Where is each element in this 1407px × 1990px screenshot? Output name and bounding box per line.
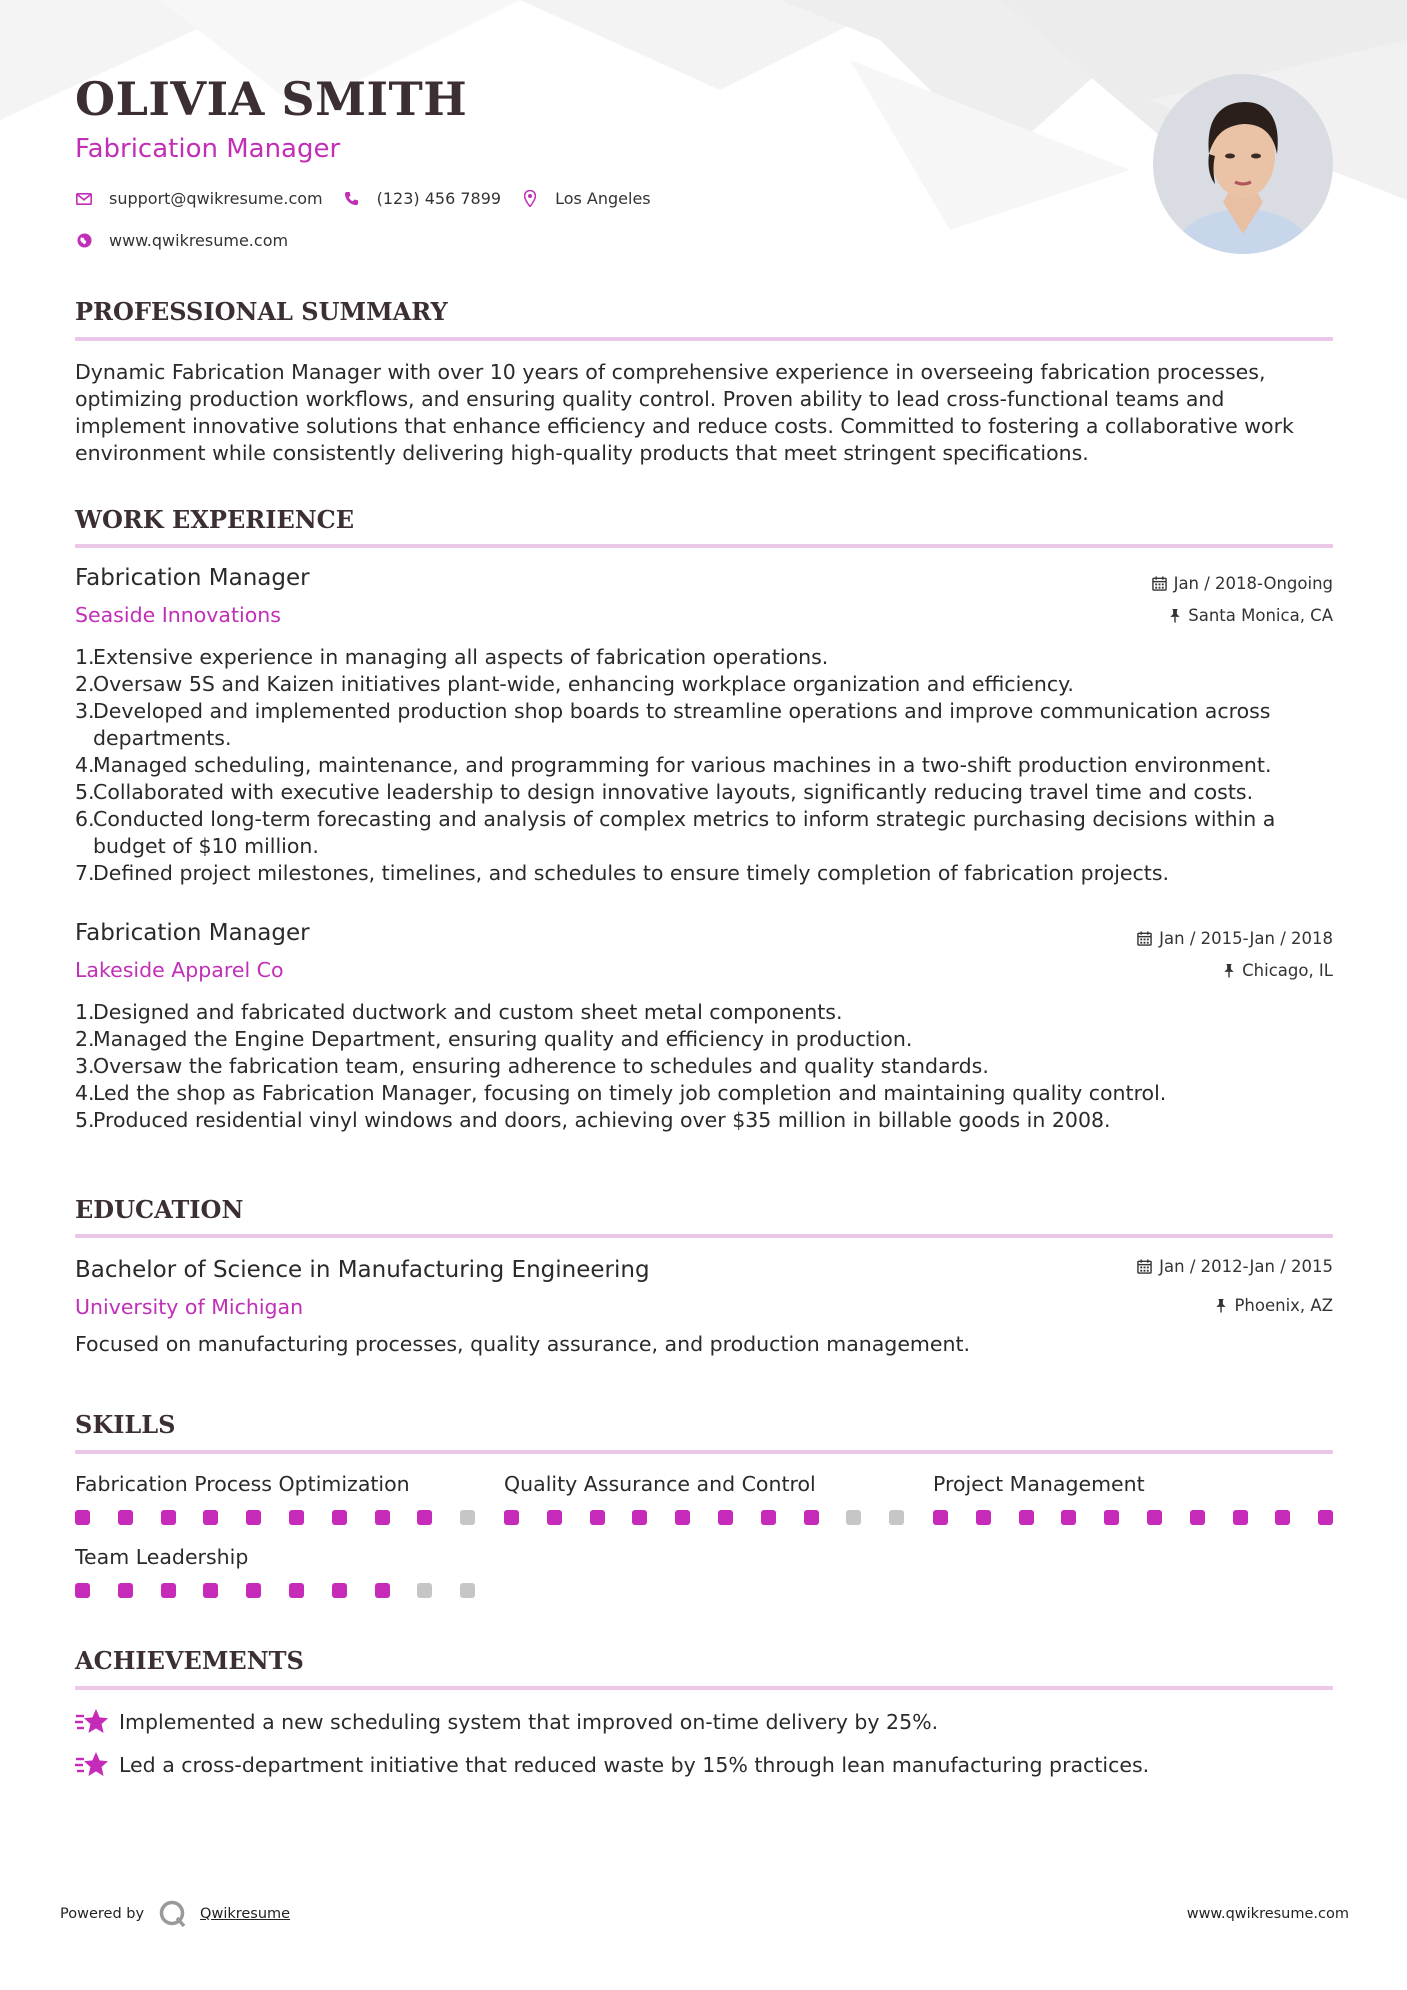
pushpin-icon [1169,608,1181,623]
rating-dot-filled [1104,1510,1119,1525]
rating-dot-filled [804,1510,819,1525]
achievements-heading: ACHIEVEMENTS [75,1646,304,1675]
job-role: Fabrication Manager [75,565,310,591]
list-item: 5. Collaborated with executive leadership to design innovative layouts, significantly reducing travel time and costs. [75,780,1254,804]
rating-dot-filled [75,1510,90,1525]
rating-dot-filled [590,1510,605,1525]
school-name: University of Michigan [75,1295,304,1319]
skill-item [933,1472,1145,1496]
rating-dot-filled [933,1510,948,1525]
calendar-icon [1152,576,1167,591]
list-item: 5. Produced residential vinyl windows and doors, achieving over $35 million in billable goods in 2008. [75,1108,1111,1132]
skills-divider [75,1450,1333,1454]
location-pin-icon [521,190,539,208]
list-item: 1. Designed and fabricated ductwork and custom sheet metal components. [75,1000,843,1024]
rating-dot-filled [761,1510,776,1525]
phone-number[interactable]: (123) 456 7899 [376,189,502,208]
achievement-item [75,1707,938,1737]
job-location-text: Chicago, IL [1242,961,1333,980]
rating-dot-filled [75,1583,90,1598]
candidate-title: Fabrication Manager [75,134,341,164]
rating-dot-filled [1233,1510,1248,1525]
skills-heading: SKILLS [75,1410,176,1439]
achievements-divider [75,1686,1333,1690]
qwikresume-logo-icon [158,1900,188,1928]
rating-dot-filled [332,1510,347,1525]
rating-dot-empty [417,1583,432,1598]
rating-dot-filled [161,1583,176,1598]
skill-item [504,1472,816,1496]
skill-rating [933,1510,1361,1525]
job-location [1169,606,1333,625]
skill-rating [504,1510,932,1525]
rating-dot-filled [976,1510,991,1525]
skill-item [75,1472,410,1496]
education-location-text: Phoenix, AZ [1234,1296,1333,1315]
rating-dot-filled [375,1583,390,1598]
list-item: 2. Oversaw 5S and Kaizen initiatives plant-wide, enhancing workplace organization and efficiency. [75,672,1074,696]
email-link[interactable]: support@qwikresume.com [109,189,323,208]
star-badge-icon [75,1707,109,1737]
list-item: 7. Defined project milestones, timelines, and schedules to ensure timely completion of fabrication projects. [75,861,1170,885]
degree-title: Bachelor of Science in Manufacturing Engineering [75,1257,650,1283]
phone-icon [343,190,361,208]
qwikresume-link[interactable]: Qwikresume [200,1906,291,1922]
skill-label: Fabrication Process Optimization [75,1472,410,1496]
rating-dot-empty [846,1510,861,1525]
calendar-icon [1137,931,1152,946]
rating-dot-filled [161,1510,176,1525]
list-item: 3. Developed and implemented production shop boards to streamline operations and improve communication across departments. [75,699,1271,750]
job-company: Lakeside Apparel Co [75,958,284,982]
website-link[interactable]: www.qwikresume.com [109,231,289,250]
job-dates [1152,574,1333,593]
candidate-name: OLIVIA SMITH [75,72,468,126]
contact-row [75,189,671,208]
achievement-text: Led a cross-department initiative that reduced waste by 15% through lean manufacturing practices. [119,1753,1150,1777]
rating-dot-filled [289,1510,304,1525]
star-badge-icon [75,1750,109,1780]
rating-dot-filled [417,1510,432,1525]
footer-powered-by [60,1900,290,1928]
list-item: 1. Extensive experience in managing all aspects of fabrication operations. [75,645,829,669]
summary-heading: PROFESSIONAL SUMMARY [75,297,448,326]
list-item: 4. Managed scheduling, maintenance, and programming for various machines in a two-shift production environment. [75,753,1272,777]
rating-dot-empty [460,1583,475,1598]
education-dates [1137,1257,1333,1276]
summary-text [75,359,1333,467]
education-description: Focused on manufacturing processes, quality assurance, and production management. [75,1332,971,1356]
rating-dot-filled [1275,1510,1290,1525]
skill-item [75,1545,248,1569]
rating-dot-filled [1318,1510,1333,1525]
job-location-text: Santa Monica, CA [1188,606,1333,625]
job-company: Seaside Innovations [75,603,281,627]
education-dates-text: Jan / 2012-Jan / 2015 [1159,1257,1333,1276]
skill-rating [75,1583,503,1598]
summary-line: implement innovative solutions that enhance efficiency and reduce costs. Committed to fostering a collaborative work [75,414,1294,438]
job-bullets [75,999,1333,1134]
skill-label: Quality Assurance and Control [504,1472,816,1496]
rating-dot-filled [246,1510,261,1525]
summary-line: optimizing production workflows, and ensuring quality control. Proven ability to lead cross-functional teams and [75,387,1225,411]
skill-rating [75,1510,503,1525]
job-dates-text: Jan / 2015-Jan / 2018 [1159,929,1333,948]
profile-photo [1153,74,1333,254]
rating-dot-filled [203,1510,218,1525]
rating-dot-filled [504,1510,519,1525]
rating-dot-filled [1019,1510,1034,1525]
list-item: 3. Oversaw the fabrication team, ensuring adherence to schedules and quality standards. [75,1054,989,1078]
summary-line: Dynamic Fabrication Manager with over 10 years of comprehensive experience in overseeing fabrication processes, [75,360,1266,384]
website-row [75,231,308,250]
summary-divider [75,337,1333,341]
rating-dot-filled [289,1583,304,1598]
job-location [1223,961,1333,980]
mail-icon [75,190,93,208]
achievement-item [75,1750,1149,1780]
pushpin-icon [1215,1298,1227,1313]
education-location [1215,1296,1333,1315]
list-item: 6. Conducted long-term forecasting and analysis of complex metrics to inform strategic purchasing decisions within a budget of $10 million. [75,807,1276,858]
rating-dot-filled [675,1510,690,1525]
location-text: Los Angeles [555,189,651,208]
experience-heading: WORK EXPERIENCE [75,505,355,534]
calendar-icon [1137,1259,1152,1274]
summary-line: environment while consistently delivering high-quality products that meet stringent specifications. [75,441,1089,465]
rating-dot-filled [1190,1510,1205,1525]
list-item: 2. Managed the Engine Department, ensuring quality and efficiency in production. [75,1027,913,1051]
skill-label: Project Management [933,1472,1145,1496]
rating-dot-filled [375,1510,390,1525]
job-dates-text: Jan / 2018-Ongoing [1173,574,1333,593]
job-dates [1137,929,1333,948]
rating-dot-filled [632,1510,647,1525]
rating-dot-filled [118,1510,133,1525]
rating-dot-filled [1147,1510,1162,1525]
footer-url[interactable]: www.qwikresume.com [1186,1906,1349,1922]
skill-label: Team Leadership [75,1545,249,1569]
education-divider [75,1234,1333,1238]
rating-dot-filled [118,1583,133,1598]
rating-dot-filled [332,1583,347,1598]
list-item: 4. Led the shop as Fabrication Manager, focusing on timely job completion and maintaining quality control. [75,1081,1167,1105]
rating-dot-empty [460,1510,475,1525]
rating-dot-filled [203,1583,218,1598]
rating-dot-filled [547,1510,562,1525]
rating-dot-empty [889,1510,904,1525]
rating-dot-filled [1061,1510,1076,1525]
rating-dot-filled [246,1583,261,1598]
job-role: Fabrication Manager [75,920,310,946]
powered-by-label: Powered by [60,1906,145,1922]
experience-divider [75,544,1333,548]
pushpin-icon [1223,963,1235,978]
achievement-text: Implemented a new scheduling system that improved on-time delivery by 25%. [119,1710,939,1734]
globe-icon [75,232,93,250]
rating-dot-filled [718,1510,733,1525]
education-heading: EDUCATION [75,1195,244,1224]
job-bullets [75,644,1333,887]
